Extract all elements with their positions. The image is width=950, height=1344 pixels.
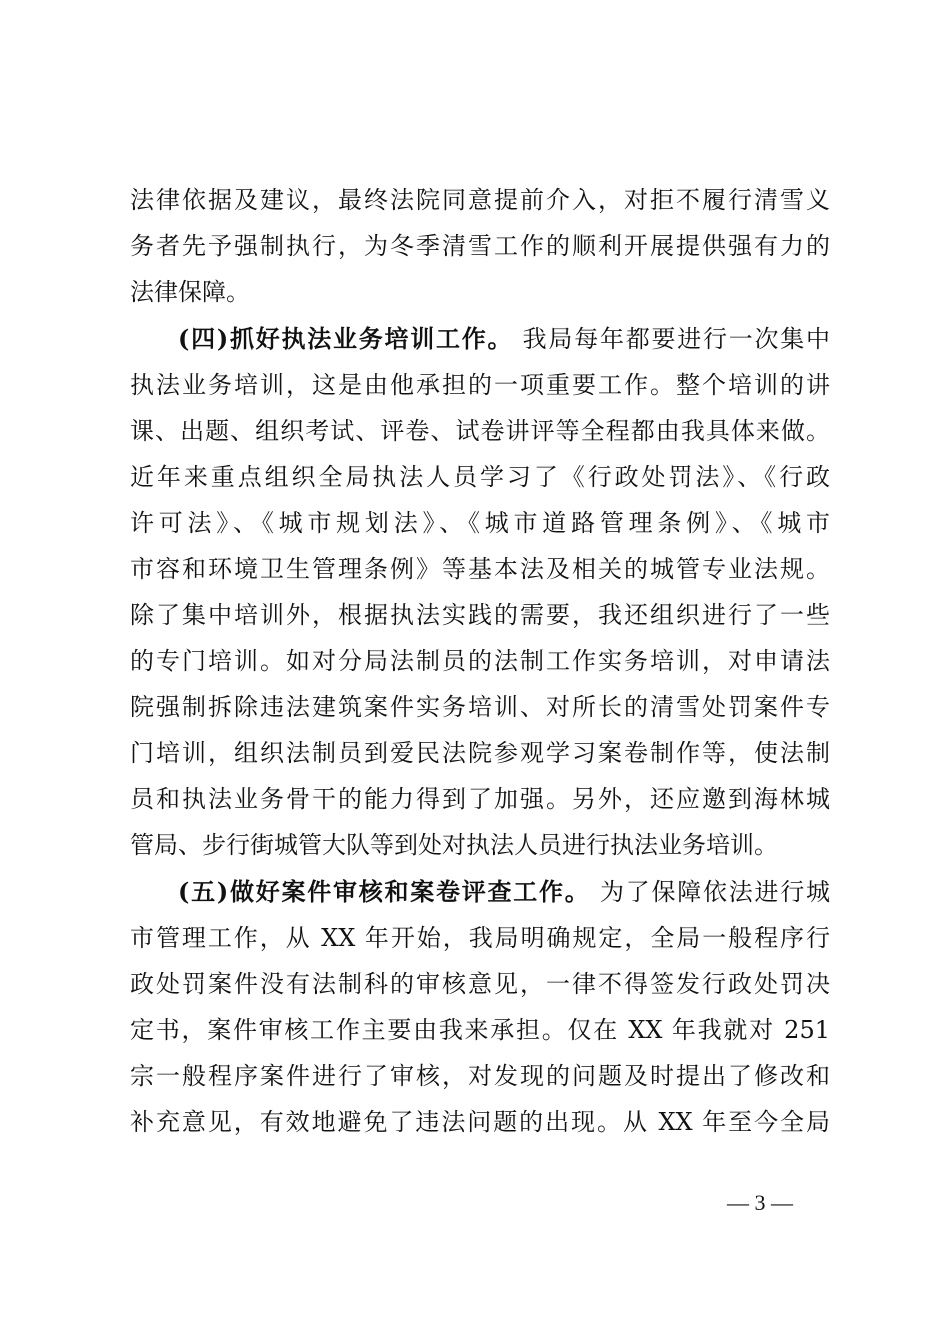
text-line: 法律依据及建议，最终法院同意提前介入，对拒不履行清雪义 [130,186,830,214]
text-line: 补充意见，有效地避免了违法问题的出现。从 XX 年至今全局 [130,1108,830,1136]
text-run: 我局每年都要进行一次集中 [513,325,830,353]
text-line: 管局、步行街城管大队等到处对执法人员进行执法业务培训。 [130,831,778,859]
text-line: 许可法》、《城市规划法》、《城市道路管理条例》、《城市 [130,509,830,537]
text-line: 近年来重点组织全局执法人员学习了《行政处罚法》、《行政 [130,463,830,491]
section-five-heading: (五)做好案件审核和案卷评查工作。 [178,877,591,906]
section-four-heading: (四)抓好执法业务培训工作。 [178,324,514,353]
page-number: — 3 — [727,1190,793,1215]
text-line: 宗一般程序案件进行了审核，对发现的问题及时提出了修改和 [130,1062,830,1090]
text-line: 执法业务培训，这是由他承担的一项重要工作。整个培训的讲 [130,371,830,399]
text-line: 的专门培训。如对分局法制员的法制工作实务培训，对申请法 [130,647,830,675]
text-line: 政处罚案件没有法制科的审核意见，一律不得签发行政处罚决 [130,970,830,998]
text-line: 课、出题、组织考试、评卷、试卷讲评等全程都由我具体来做。 [130,417,830,445]
text-run: 为了保障依法进行城 [590,878,830,906]
text-line: 法律保障。 [130,278,250,306]
text-line: 门培训，组织法制员到爱民法院参观学习案卷制作等，使法制 [130,739,830,767]
text-line: 定书，案件审核工作主要由我来承担。仅在 XX 年我就对 251 [130,1016,830,1044]
text-line: 务者先予强制执行，为冬季清雪工作的顺利开展提供强有力的 [130,232,830,260]
text-line: 除了集中培训外，根据执法实践的需要，我还组织进行了一些 [130,601,830,629]
text-line: 市管理工作，从 XX 年开始，我局明确规定，全局一般程序行 [130,924,830,952]
text-line: 市容和环境卫生管理条例》等基本法及相关的城管专业法规。 [130,555,830,583]
text-line: 员和执法业务骨干的能力得到了加强。另外，还应邀到海林城 [130,785,830,813]
section-five-first-line [178,869,830,915]
section-four-first-line [178,316,830,362]
text-line: 院强制拆除违法建筑案件实务培训、对所长的清雪处罚案件专 [130,693,830,721]
